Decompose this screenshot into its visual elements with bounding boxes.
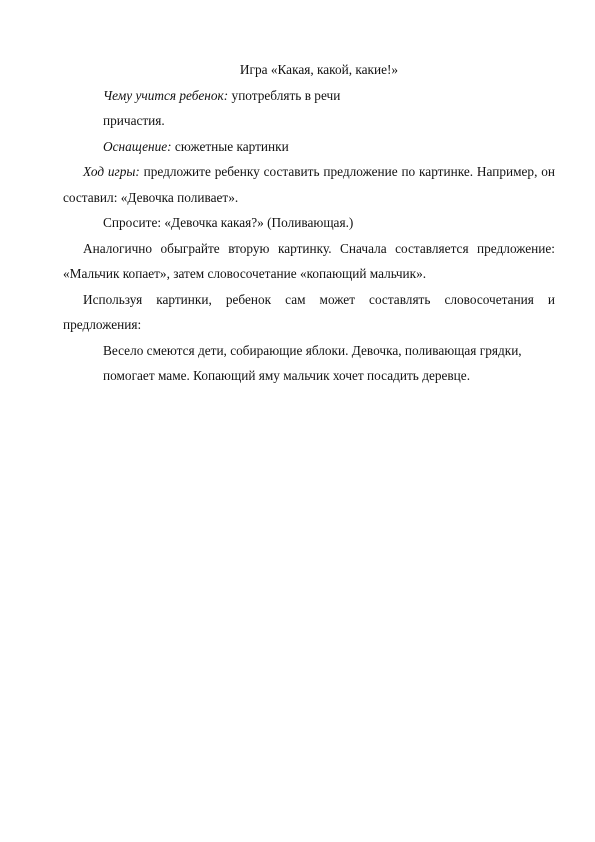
using-paragraph: Используя картинки, ребенок сам может составлять словосочетания и предложения:: [63, 291, 555, 332]
equipment-label: Оснащение:: [103, 138, 172, 154]
game-label: Ход игры:: [83, 164, 140, 179]
goal-text: употреблять в речи: [228, 87, 341, 103]
goal-continuation: причастия.: [103, 113, 165, 128]
document-title: Игра «Какая, какой, какие!»: [239, 62, 399, 77]
equipment-text: сюжетные картинки: [171, 138, 289, 154]
document-body: [63, 57, 555, 389]
game-paragraph: [63, 159, 555, 210]
similar-paragraph: Аналогично обыграйте вторую картинку. Сначала составляется предложение: «Мальчик копает», затем словосочетание «копающий мальчик».: [63, 240, 555, 281]
example-line-1: Весело смеются дети, собирающие яблоки. Девочка, поливающая грядки,: [103, 342, 522, 358]
game-text: предложите ребенку составить предложение по картинке. Например, он составил: «Девочка поливает».: [63, 164, 555, 205]
ask-paragraph: Спросите: «Девочка какая?» (Поливающая.): [103, 215, 354, 230]
equipment-paragraph: [83, 134, 555, 160]
example-line-2: помогает маме. Копающий яму мальчик хочет посадить деревце.: [103, 368, 471, 383]
goal-label: Чему учится ребенок:: [103, 87, 229, 103]
goal-paragraph: [83, 83, 555, 109]
